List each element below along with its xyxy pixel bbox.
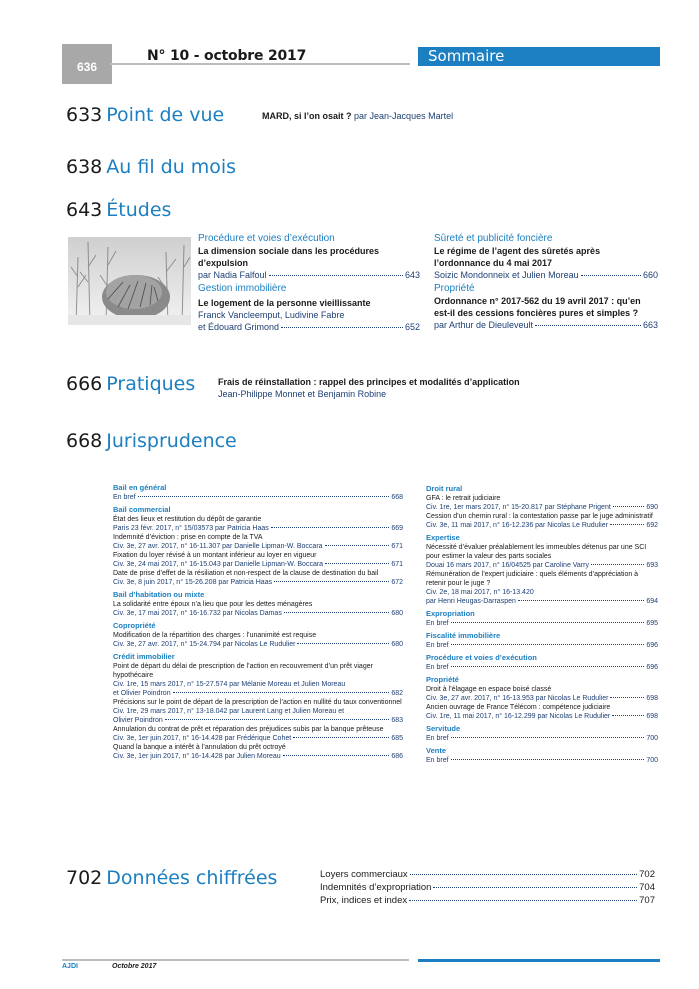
article-title[interactable]: Le régime de l’agent des sûretés après l’ordonnance du 4 mai 2017: [434, 246, 601, 268]
decision-reference-row[interactable]: [113, 707, 403, 716]
jurisprudence-left-column: [113, 483, 403, 761]
decision-reference: Civ. 1re, 1er mars 2017, n° 15-20.817 par Stéphane Prigent: [426, 504, 611, 511]
decision-reference-row[interactable]: [426, 561, 658, 570]
decision-summary[interactable]: Date de prise d’effet de la résiliation et non-respect de la clause de destination du bail: [113, 570, 379, 577]
decision-page: 683: [391, 717, 403, 724]
decision-summary[interactable]: Ancien ouvrage de France Télécom : compétence judiciaire: [426, 704, 611, 711]
decision-reference-row[interactable]: [426, 641, 658, 650]
donnees-item[interactable]: [320, 868, 655, 881]
dot-leader: [433, 887, 637, 888]
rubric-heading: Procédure et voies d’exécution: [426, 653, 537, 662]
section-page: 666: [66, 373, 103, 395]
rubric-heading: Fiscalité immobilière: [426, 631, 501, 640]
rubric-heading: Bail commercial: [113, 505, 171, 514]
winter-tree-image: [68, 237, 191, 325]
rubric-label: Procédure et voies d’exécution: [198, 233, 335, 244]
item-label: Prix, indices et index: [320, 895, 408, 906]
dot-leader: [138, 496, 390, 497]
item-page: 707: [639, 895, 655, 906]
article-title[interactable]: Le logement de la personne vieillissante: [198, 298, 371, 308]
article-page: 663: [642, 320, 658, 330]
item-label: Loyers commerciaux: [320, 869, 408, 880]
section-page: 668: [66, 430, 103, 452]
dot-leader: [451, 759, 645, 760]
dot-leader: [325, 563, 389, 564]
dot-leader: [451, 622, 645, 623]
dot-leader: [610, 524, 644, 525]
decision-reference: En bref: [426, 620, 449, 627]
decision-reference: Civ. 3e, 24 mai 2017, n° 16-15.043 par Danielle Lipman-W. Boccara: [113, 561, 324, 568]
decision-reference-row[interactable]: [426, 712, 658, 721]
decision-reference-row[interactable]: [426, 597, 658, 606]
decision-reference-row[interactable]: [113, 493, 403, 502]
decision-reference: Civ. 3e, 27 avr. 2017, n° 16-11.307 par Danielle Lipman-W. Boccara: [113, 543, 323, 550]
rubric-heading: Expropriation: [426, 609, 475, 618]
decision-page: 682: [391, 690, 403, 697]
dot-leader: [451, 737, 645, 738]
decision-reference-row[interactable]: [426, 521, 658, 530]
section-jurisprudence[interactable]: [66, 430, 237, 452]
decision-reference: Civ. 3e, 17 mai 2017, n° 16-16.732 par Nicolas Damas: [113, 610, 282, 617]
decision-page: 690: [646, 504, 658, 511]
rubric-label: Propriété: [434, 283, 475, 294]
decision-reference: En bref: [113, 494, 136, 501]
decision-page: 695: [646, 620, 658, 627]
article-title: MARD, si l’on osait ?: [262, 111, 352, 121]
section-page: 643: [66, 199, 103, 221]
section-pratiques[interactable]: [66, 373, 195, 395]
decision-reference-row[interactable]: [113, 680, 403, 689]
dot-leader: [173, 692, 390, 693]
dot-leader: [325, 545, 390, 546]
dot-leader: [165, 719, 390, 720]
decision-reference: En bref: [426, 735, 449, 742]
decision-reference: Civ. 1re, 15 mars 2017, n° 15-27.574 par Mélanie Moreau et Julien Moreau: [113, 681, 346, 688]
section-donnees-chiffrees[interactable]: [66, 867, 277, 889]
decision-summary[interactable]: Indemnité d’éviction : prise en compte de la TVA: [113, 534, 263, 541]
decision-page: 685: [391, 735, 403, 742]
decision-summary[interactable]: Précisions sur le point de départ de la prescription de l’action en nullité du taux conventionnel: [113, 699, 402, 706]
decision-reference-row[interactable]: [426, 734, 658, 743]
decision-summary[interactable]: Cession d’un chemin rural : la contestation passe par le juge administratif: [426, 513, 653, 520]
decision-reference: Civ. 3e, 27 avr. 2017, n° 15-24.794 par Nicolas Le Rudulier: [113, 641, 296, 648]
article-title[interactable]: Ordonnance n° 2017-562 du 19 avril 2017 : qu’en est-il des cessions foncières pures et simples ?: [434, 296, 641, 318]
decision-reference-row[interactable]: [426, 663, 658, 672]
dot-leader: [281, 327, 403, 328]
dot-leader: [612, 715, 644, 716]
section-title: Données chiffrées: [106, 867, 278, 889]
etudes-right-column: [434, 233, 658, 331]
dot-leader: [535, 325, 641, 326]
decision-page: 700: [646, 735, 658, 742]
dot-leader: [581, 275, 641, 276]
point-de-vue-article[interactable]: [262, 110, 453, 122]
decision-page: 680: [391, 641, 403, 648]
article-author: par Arthur de Dieuleveult: [434, 320, 534, 330]
footer-rule: [62, 959, 409, 961]
decision-page: 686: [391, 753, 403, 760]
article-author: Jean-Philippe Monnet et Benjamin Robine: [218, 389, 387, 399]
decision-reference-row[interactable]: [426, 588, 658, 597]
section-page: 638: [66, 156, 103, 178]
decision-page: 696: [646, 664, 658, 671]
decision-reference: par Henri Heugas-Darraspen: [426, 598, 516, 605]
article-author: par Jean-Jacques Martel: [354, 111, 454, 121]
decision-summary[interactable]: Point de départ du délai de prescription de l’action en recouvrement d’un prêt viager hypothécaire: [113, 663, 373, 679]
dot-leader: [293, 737, 389, 738]
decision-reference: et Olivier Poindron: [113, 690, 171, 697]
issue-label: N° 10 - octobre 2017: [147, 48, 307, 64]
pratiques-article[interactable]: [218, 376, 520, 400]
section-title: Jurisprudence: [106, 430, 237, 452]
article-author-row[interactable]: [434, 319, 658, 331]
section-title: Au fil du mois: [106, 156, 237, 178]
decision-summary[interactable]: Annulation du contrat de prêt et réparation des préjudices subis par la banque prêteuse: [113, 726, 384, 733]
decision-reference-row[interactable]: [426, 619, 658, 628]
rubric-label: Gestion immobilière: [198, 283, 287, 294]
decision-reference: Douai 16 mars 2017, n° 16/04525 par Caroline Varry: [426, 562, 589, 569]
dot-leader: [591, 564, 644, 565]
decision-reference: Civ. 1re, 29 mars 2017, n° 13-18.042 par Laurent Lang et Julien Moreau et: [113, 708, 345, 715]
article-author: et Édouard Grimond: [198, 322, 280, 332]
donnees-item[interactable]: [320, 894, 655, 907]
decision-reference-row[interactable]: [113, 640, 403, 649]
article-title[interactable]: La dimension sociale dans les procédures d’expulsion: [198, 246, 380, 268]
decision-reference-row[interactable]: [113, 578, 403, 587]
decision-reference-row[interactable]: [113, 734, 403, 743]
rubric-heading: Droit rural: [426, 484, 463, 493]
decision-reference-row[interactable]: [426, 503, 658, 512]
decision-page: 680: [391, 610, 403, 617]
jurisprudence-right-column: [426, 484, 658, 765]
rubric-heading: Bail en général: [113, 483, 167, 492]
rubric-heading: Vente: [426, 746, 447, 755]
decision-reference-row[interactable]: [426, 756, 658, 765]
decision-page: 700: [646, 757, 658, 764]
article-page: 660: [642, 270, 658, 280]
decision-summary[interactable]: Modification de la répartition des charges : l’unanimité est requise: [113, 632, 317, 639]
article-author-row[interactable]: [198, 321, 420, 333]
rubric-heading: Copropriété: [113, 621, 156, 630]
decision-page: 671: [391, 561, 403, 568]
decision-reference: En bref: [426, 664, 449, 671]
rubric-heading: Propriété: [426, 675, 459, 684]
decision-page: 672: [391, 579, 403, 586]
decision-page: 668: [391, 494, 403, 501]
section-title: Études: [106, 199, 172, 221]
decision-reference-row[interactable]: [113, 560, 403, 569]
decision-reference-row[interactable]: [113, 524, 403, 533]
decision-page: 692: [646, 522, 658, 529]
article-author: Soizic Mondonneix et Julien Moreau: [434, 270, 579, 280]
decision-summary[interactable]: Fixation du loyer révisé à un montant inférieur au loyer en vigueur: [113, 552, 317, 559]
etudes-left-column: [198, 233, 420, 333]
decision-reference: Civ. 3e, 1er juin 2017, n° 16-14.428 par Frédérique Cohet: [113, 735, 292, 742]
dot-leader: [271, 527, 390, 528]
dot-leader: [518, 600, 644, 601]
rubric-heading: Servitude: [426, 724, 461, 733]
article-author: par Nadia Falfoul: [198, 270, 267, 280]
decision-reference: Paris 23 févr. 2017, n° 15/03573 par Patricia Haas: [113, 525, 269, 532]
decision-reference-row[interactable]: [113, 542, 403, 551]
footer-rule-accent: [418, 959, 660, 962]
section-title: Point de vue: [106, 104, 225, 126]
rubric-label: Sûreté et publicité foncière: [434, 233, 553, 244]
donnees-item[interactable]: [320, 881, 655, 894]
decision-reference-row[interactable]: [113, 716, 403, 725]
rubric-heading: Bail d’habitation ou mixte: [113, 590, 205, 599]
decision-reference-row[interactable]: [113, 689, 403, 698]
dot-leader: [283, 755, 390, 756]
section-fil-du-mois[interactable]: [66, 156, 236, 178]
dot-leader: [410, 874, 638, 875]
decision-reference: Civ. 1re, 11 mai 2017, n° 16-12.299 par Nicolas Le Rudulier: [426, 713, 611, 720]
donnees-list: [320, 868, 655, 907]
article-author: Franck Vancleemput, Ludivine Fabre: [198, 310, 345, 320]
rubric-heading: Crédit immobilier: [113, 652, 175, 661]
decision-reference: Olivier Poindron: [113, 717, 163, 724]
decision-reference: Civ. 2e, 18 mai 2017, n° 16-13.420: [426, 589, 534, 596]
article-author-row[interactable]: [198, 269, 420, 281]
decision-summary[interactable]: Nécessité d’évaluer préalablement les immeubles détenus par une SCI pour estimer la valeur des parts sociales: [426, 544, 647, 560]
decision-reference: En bref: [426, 642, 449, 649]
decision-page: 698: [646, 713, 658, 720]
decision-summary[interactable]: Quand la banque a intérêt à l’annulation du prêt octroyé: [113, 744, 286, 751]
decision-page: 693: [646, 562, 658, 569]
dot-leader: [409, 900, 637, 901]
section-banner: Sommaire: [418, 47, 660, 66]
item-page: 704: [639, 882, 655, 893]
dot-leader: [451, 666, 645, 667]
decision-reference: Civ. 3e, 27 avr. 2017, n° 16-13.953 par Nicolas Le Rudulier: [426, 695, 609, 702]
decision-reference-row[interactable]: [113, 752, 403, 761]
decision-summary[interactable]: GFA : le retrait judiciaire: [426, 495, 501, 502]
article-page: 652: [404, 322, 420, 332]
decision-reference: Civ. 3e, 8 juin 2017, n° 15-26.208 par Patricia Haas: [113, 579, 273, 586]
decision-summary[interactable]: Rémunération de l’expert judiciaire : quels éléments d’appréciation à retenir pour le juge ?: [426, 571, 639, 587]
footer-journal: AJDI: [62, 963, 78, 970]
section-page: 702: [66, 867, 103, 889]
dot-leader: [274, 581, 389, 582]
decision-reference: Civ. 3e, 11 mai 2017, n° 16-12.236 par Nicolas Le Rudulier: [426, 522, 608, 529]
decision-page: 671: [391, 543, 403, 550]
footer-date: Octobre 2017: [112, 963, 157, 970]
rubric-heading: Expertise: [426, 533, 460, 542]
section-point-de-vue[interactable]: [66, 104, 224, 126]
section-etudes[interactable]: [66, 199, 171, 221]
section-page: 633: [66, 104, 103, 126]
decision-reference: En bref: [426, 757, 449, 764]
article-title: Frais de réinstallation : rappel des principes et modalités d’application: [218, 377, 520, 387]
decision-page: 694: [646, 598, 658, 605]
item-page: 702: [639, 869, 655, 880]
decision-page: 698: [646, 695, 658, 702]
etudes-illustration: [68, 237, 191, 325]
decision-summary[interactable]: Droit à l’élagage en espace boisé classé: [426, 686, 552, 693]
decision-reference: Civ. 3e, 1er juin 2017, n° 16-14.428 par Julien Moreau: [113, 753, 281, 760]
decision-page: 669: [391, 525, 403, 532]
article-page: 643: [404, 270, 420, 280]
decision-page: 696: [646, 642, 658, 649]
dot-leader: [613, 506, 645, 507]
decision-reference-row[interactable]: [113, 609, 403, 618]
dot-leader: [297, 643, 389, 644]
decision-summary[interactable]: La solidarité entre époux n’a lieu que pour les dettes ménagères: [113, 601, 313, 608]
section-title: Pratiques: [106, 373, 196, 395]
dot-leader: [451, 644, 645, 645]
dot-leader: [284, 612, 389, 613]
decision-summary[interactable]: État des lieux et restitution du dépôt de garantie: [113, 516, 262, 523]
article-author-row[interactable]: [434, 269, 658, 281]
item-label: Indemnités d’expropriation: [320, 882, 432, 893]
page-number: 636: [62, 44, 112, 84]
dot-leader: [269, 275, 403, 276]
decision-reference-row[interactable]: [426, 694, 658, 703]
dot-leader: [610, 697, 644, 698]
